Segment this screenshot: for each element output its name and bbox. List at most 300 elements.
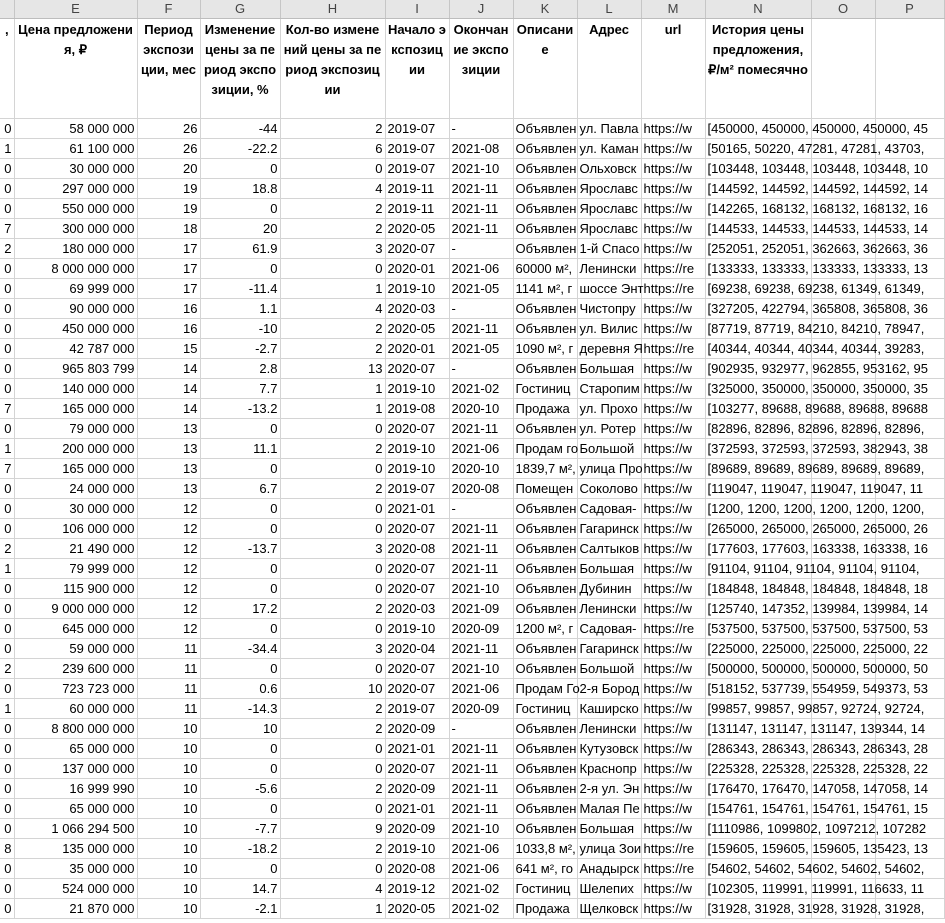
header-cell[interactable]: Период экспозиции, мес [137,19,200,119]
cell[interactable]: ул. Вилис [577,319,641,339]
cell[interactable]: 9 [280,819,385,839]
cell[interactable]: Объявлен [513,559,577,579]
cell[interactable]: [50165, 50220, 47281, 47281, 43703, [705,139,811,159]
column-header[interactable]: M [641,0,705,19]
cell[interactable]: 1200 м², г [513,619,577,639]
cell[interactable]: 2019-07 [385,139,449,159]
cell[interactable]: https://w [641,539,705,559]
cell[interactable]: -7.7 [200,819,280,839]
cell[interactable]: 2 [0,659,14,679]
cell[interactable]: https://w [641,639,705,659]
cell[interactable]: 2020-07 [385,679,449,699]
cell[interactable]: Садовая- [577,499,641,519]
cell[interactable]: 24 000 000 [14,479,137,499]
cell[interactable]: 2021-06 [449,839,513,859]
cell[interactable]: Дубинин [577,579,641,599]
cell[interactable]: Соколово [577,479,641,499]
cell[interactable]: -44 [200,119,280,139]
cell[interactable]: [142265, 168132, 168132, 168132, 16 [705,199,811,219]
cell[interactable]: Большой [577,659,641,679]
column-header[interactable]: N [705,0,811,19]
cell[interactable]: -10 [200,319,280,339]
cell[interactable]: 2020-10 [449,459,513,479]
cell[interactable]: [133333, 133333, 133333, 133333, 13 [705,259,811,279]
cell[interactable]: 65 000 000 [14,739,137,759]
cell[interactable]: 723 723 000 [14,679,137,699]
cell[interactable]: 0 [200,419,280,439]
cell[interactable]: 21 870 000 [14,899,137,919]
cell[interactable]: 0 [280,859,385,879]
cell[interactable]: Малая Пе [577,799,641,819]
cell[interactable]: 0 [0,739,14,759]
cell[interactable]: 12 [137,619,200,639]
cell[interactable]: Шелепих [577,879,641,899]
cell[interactable]: [225000, 225000, 225000, 225000, 22 [705,639,811,659]
cell[interactable]: 1 [280,279,385,299]
cell[interactable]: 2021-11 [449,639,513,659]
cell[interactable]: [119047, 119047, 119047, 119047, 11 [705,479,811,499]
column-header[interactable]: P [875,0,944,19]
cell[interactable]: 2020-01 [385,339,449,359]
cell[interactable]: Ярославс [577,179,641,199]
column-header[interactable]: H [280,0,385,19]
cell[interactable]: 0 [280,159,385,179]
cell[interactable]: 0 [200,739,280,759]
cell[interactable]: 200 000 000 [14,439,137,459]
cell[interactable]: 1 066 294 500 [14,819,137,839]
cell[interactable]: 0 [280,559,385,579]
cell[interactable]: Ленински [577,599,641,619]
cell[interactable]: -2.1 [200,899,280,919]
cell[interactable]: - [449,359,513,379]
header-cell[interactable]: , [0,19,14,119]
cell[interactable]: 0 [0,379,14,399]
cell[interactable]: 17 [137,259,200,279]
cell[interactable]: https://re [641,859,705,879]
cell[interactable]: 0 [0,259,14,279]
cell[interactable]: 58 000 000 [14,119,137,139]
cell[interactable]: 10 [137,899,200,919]
header-cell[interactable]: Начало экспозиции [385,19,449,119]
cell[interactable]: 0 [0,799,14,819]
cell[interactable]: 2020-05 [385,319,449,339]
cell[interactable]: https://w [641,479,705,499]
cell[interactable]: [1200, 1200, 1200, 1200, 1200, 1200, [705,499,811,519]
cell[interactable]: 7 [0,459,14,479]
cell[interactable]: 13 [137,479,200,499]
cell[interactable]: Объявлен [513,179,577,199]
cell[interactable]: 0 [0,279,14,299]
cell[interactable]: 2 [280,599,385,619]
cell[interactable]: 61.9 [200,239,280,259]
cell[interactable]: https://w [641,399,705,419]
cell[interactable]: Большая [577,359,641,379]
cell[interactable]: 0 [0,479,14,499]
cell[interactable]: [144592, 144592, 144592, 144592, 14 [705,179,811,199]
cell[interactable]: 14 [137,359,200,379]
cell[interactable]: 65 000 000 [14,799,137,819]
cell[interactable]: Объявлен [513,759,577,779]
cell[interactable]: -22.2 [200,139,280,159]
cell[interactable]: 2020-09 [385,719,449,739]
cell[interactable]: 1-й Спасо [577,239,641,259]
cell[interactable]: 2020-08 [385,859,449,879]
cell[interactable]: 2 [280,339,385,359]
cell[interactable]: 2 [280,779,385,799]
cell[interactable]: 10 [137,759,200,779]
cell[interactable]: [325000, 350000, 350000, 350000, 35 [705,379,811,399]
cell[interactable]: 14 [137,379,200,399]
cell[interactable]: Щелковск [577,899,641,919]
cell[interactable]: 2020-09 [449,619,513,639]
cell[interactable]: 0 [0,119,14,139]
column-header[interactable]: K [513,0,577,19]
cell[interactable]: Ленински [577,259,641,279]
column-header[interactable]: F [137,0,200,19]
cell[interactable]: 26 [137,139,200,159]
header-cell[interactable]: История цены предложения, ₽/м² помесячно [705,19,811,119]
cell[interactable]: -2.7 [200,339,280,359]
cell[interactable]: 10 [137,839,200,859]
cell[interactable]: https://w [641,419,705,439]
cell[interactable]: 0 [0,359,14,379]
header-cell[interactable]: Окончание экспозиции [449,19,513,119]
cell[interactable]: Объявлен [513,419,577,439]
cell[interactable]: 239 600 000 [14,659,137,679]
cell[interactable]: [31928, 31928, 31928, 31928, 31928, [705,899,811,919]
header-cell[interactable]: Кол-во изменений цены за период экспозиции [280,19,385,119]
cell[interactable]: 16 [137,299,200,319]
cell[interactable]: [103448, 103448, 103448, 103448, 10 [705,159,811,179]
cell[interactable]: 2019-10 [385,379,449,399]
cell[interactable]: 1 [280,899,385,919]
cell[interactable]: 10 [137,819,200,839]
cell[interactable]: - [449,299,513,319]
cell[interactable]: 0 [200,659,280,679]
cell[interactable]: Кутузовск [577,739,641,759]
cell[interactable]: деревня Я [577,339,641,359]
cell[interactable]: Продажа [513,899,577,919]
cell[interactable]: https://w [641,119,705,139]
cell[interactable]: 2020-07 [385,239,449,259]
cell[interactable]: Объявлен [513,599,577,619]
cell[interactable]: [252051, 252051, 362663, 362663, 36 [705,239,811,259]
cell[interactable]: 11.1 [200,439,280,459]
cell[interactable]: 2020-03 [385,599,449,619]
cell[interactable]: 0.6 [200,679,280,699]
cell[interactable]: 2.8 [200,359,280,379]
cell[interactable]: 2020-03 [385,299,449,319]
cell[interactable]: [54602, 54602, 54602, 54602, 54602, [705,859,811,879]
cell[interactable]: 6 [280,139,385,159]
cell[interactable]: Объявлен [513,539,577,559]
cell[interactable]: 2020-10 [449,399,513,419]
cell[interactable]: https://re [641,339,705,359]
cell[interactable]: 2021-10 [449,819,513,839]
cell[interactable]: 0 [0,899,14,919]
cell[interactable]: 2020-09 [385,819,449,839]
cell[interactable]: Объявлен [513,639,577,659]
cell[interactable]: 12 [137,599,200,619]
cell[interactable]: [902935, 932977, 962855, 953162, 95 [705,359,811,379]
cell[interactable]: 0 [0,759,14,779]
cell[interactable]: https://re [641,279,705,299]
cell[interactable]: 3 [280,639,385,659]
cell[interactable]: 0 [280,659,385,679]
cell[interactable]: Гагаринск [577,639,641,659]
cell[interactable]: 0 [0,779,14,799]
cell[interactable]: 2021-11 [449,519,513,539]
cell[interactable]: 2020-04 [385,639,449,659]
cell[interactable]: 0 [200,459,280,479]
cell[interactable]: 2021-10 [449,659,513,679]
cell[interactable]: Гостиниц [513,379,577,399]
cell[interactable]: https://w [641,799,705,819]
cell[interactable]: 1839,7 м², [513,459,577,479]
cell[interactable]: [125740, 147352, 139984, 139984, 14 [705,599,811,619]
cell[interactable]: https://w [641,159,705,179]
cell[interactable]: 3 [280,539,385,559]
header-cell[interactable]: Описание [513,19,577,119]
cell[interactable]: [1110986, 1099802, 1097212, 107282 [705,819,811,839]
header-cell[interactable] [811,19,875,119]
cell[interactable]: [40344, 40344, 40344, 40344, 39283, [705,339,811,359]
cell[interactable]: Садовая- [577,619,641,639]
cell[interactable]: 2019-07 [385,119,449,139]
cell[interactable]: 2 [280,479,385,499]
cell[interactable]: 2020-09 [449,699,513,719]
cell[interactable]: 0 [280,619,385,639]
cell[interactable]: [372593, 372593, 372593, 382943, 38 [705,439,811,459]
cell[interactable]: Большой [577,439,641,459]
cell[interactable]: 2 [280,439,385,459]
cell[interactable]: 2 [280,199,385,219]
cell[interactable]: 2021-10 [449,579,513,599]
cell[interactable]: [131147, 131147, 131147, 139344, 14 [705,719,811,739]
cell[interactable]: Объявлен [513,579,577,599]
cell[interactable]: - [449,119,513,139]
cell[interactable]: [144533, 144533, 144533, 144533, 14 [705,219,811,239]
cell[interactable]: Объявлен [513,819,577,839]
cell[interactable]: 0 [200,499,280,519]
cell[interactable]: Объявлен [513,499,577,519]
cell[interactable]: 11 [137,659,200,679]
cell[interactable]: 2021-11 [449,539,513,559]
cell[interactable]: 0 [200,199,280,219]
cell[interactable]: 59 000 000 [14,639,137,659]
cell[interactable]: 2019-11 [385,199,449,219]
cell[interactable]: 645 000 000 [14,619,137,639]
cell[interactable]: 10 [137,739,200,759]
cell[interactable]: 6.7 [200,479,280,499]
column-header[interactable] [0,0,14,19]
cell[interactable]: ул. Прохо [577,399,641,419]
cell[interactable]: 0 [0,159,14,179]
cell[interactable]: 140 000 000 [14,379,137,399]
cell[interactable]: -14.3 [200,699,280,719]
cell[interactable]: 19 [137,179,200,199]
cell[interactable]: 0 [200,159,280,179]
cell[interactable]: 0 [200,619,280,639]
cell[interactable]: [82896, 82896, 82896, 82896, 82896, [705,419,811,439]
cell[interactable]: 12 [137,519,200,539]
cell[interactable]: 0 [0,599,14,619]
cell[interactable]: Объявлен [513,239,577,259]
cell[interactable]: 2-я Бород [577,679,641,699]
cell[interactable]: 1.1 [200,299,280,319]
cell[interactable]: 15 [137,339,200,359]
cell[interactable]: 26 [137,119,200,139]
cell[interactable]: шоссе Энт [577,279,641,299]
cell[interactable]: - [449,499,513,519]
cell[interactable]: улица Про [577,459,641,479]
cell[interactable]: 30 000 000 [14,499,137,519]
cell[interactable]: [265000, 265000, 265000, 265000, 26 [705,519,811,539]
cell[interactable]: Краснопр [577,759,641,779]
cell[interactable]: [500000, 500000, 500000, 500000, 50 [705,659,811,679]
cell[interactable]: 0 [0,579,14,599]
cell[interactable]: Гостиниц [513,699,577,719]
cell[interactable]: https://w [641,499,705,519]
cell[interactable]: https://w [641,219,705,239]
cell[interactable]: 1 [0,439,14,459]
cell[interactable]: 17 [137,279,200,299]
cell[interactable]: 13 [137,459,200,479]
column-header[interactable]: J [449,0,513,19]
cell[interactable]: 297 000 000 [14,179,137,199]
cell[interactable]: 10 [137,719,200,739]
cell[interactable]: https://w [641,139,705,159]
header-cell[interactable]: url [641,19,705,119]
cell[interactable]: 2019-07 [385,159,449,179]
column-header[interactable]: L [577,0,641,19]
cell[interactable]: 30 000 000 [14,159,137,179]
cell[interactable]: 550 000 000 [14,199,137,219]
cell[interactable]: 2 [280,119,385,139]
cell[interactable]: 0 [200,859,280,879]
cell[interactable]: 19 [137,199,200,219]
cell[interactable]: https://w [641,719,705,739]
cell[interactable]: 9 000 000 000 [14,599,137,619]
cell[interactable]: 2 [0,239,14,259]
cell[interactable]: 7 [0,399,14,419]
cell[interactable]: 0 [280,519,385,539]
cell[interactable]: https://w [641,779,705,799]
cell[interactable]: 0 [200,259,280,279]
cell[interactable]: 21 490 000 [14,539,137,559]
cell[interactable]: 965 803 799 [14,359,137,379]
cell[interactable]: 17.2 [200,599,280,619]
cell[interactable]: 2019-10 [385,279,449,299]
cell[interactable]: 2021-09 [449,599,513,619]
header-cell[interactable]: Цена предложения, ₽ [14,19,137,119]
cell[interactable]: Объявлен [513,519,577,539]
cell[interactable]: Ярославс [577,199,641,219]
cell[interactable]: 2021-10 [449,159,513,179]
cell[interactable]: 12 [137,579,200,599]
cell[interactable]: [184848, 184848, 184848, 184848, 18 [705,579,811,599]
cell[interactable]: 2019-10 [385,839,449,859]
cell[interactable]: 0 [0,859,14,879]
cell[interactable]: https://w [641,899,705,919]
cell[interactable]: 1 [0,139,14,159]
cell[interactable]: 2020-08 [385,539,449,559]
cell[interactable]: [176470, 176470, 147058, 147058, 14 [705,779,811,799]
cell[interactable]: Продам го [513,439,577,459]
cell[interactable]: 0 [0,339,14,359]
cell[interactable]: -11.4 [200,279,280,299]
cell[interactable]: 300 000 000 [14,219,137,239]
cell[interactable]: 2020-07 [385,759,449,779]
cell[interactable]: 10 [137,879,200,899]
cell[interactable]: 2 [0,539,14,559]
cell[interactable]: Объявлен [513,739,577,759]
cell[interactable]: 2021-05 [449,279,513,299]
cell[interactable]: https://w [641,579,705,599]
cell[interactable]: Помещен [513,479,577,499]
cell[interactable]: Ярославс [577,219,641,239]
column-header[interactable]: O [811,0,875,19]
cell[interactable]: 2021-11 [449,319,513,339]
cell[interactable]: 641 м², го [513,859,577,879]
cell[interactable]: 0 [0,199,14,219]
cell[interactable]: 0 [200,579,280,599]
cell[interactable]: 0 [0,499,14,519]
cell[interactable]: Объявлен [513,799,577,819]
cell[interactable]: Салтыков [577,539,641,559]
cell[interactable]: Большая [577,559,641,579]
cell[interactable]: 2021-11 [449,199,513,219]
cell[interactable]: 0 [280,759,385,779]
cell[interactable]: https://w [641,699,705,719]
cell[interactable]: [327205, 422794, 365808, 365808, 36 [705,299,811,319]
cell[interactable]: 2019-10 [385,459,449,479]
cell[interactable]: ул. Павла [577,119,641,139]
cell[interactable]: https://re [641,839,705,859]
cell[interactable]: 0 [0,819,14,839]
cell[interactable]: [286343, 286343, 286343, 286343, 28 [705,739,811,759]
cell[interactable]: 2021-11 [449,779,513,799]
cell[interactable]: Каширско [577,699,641,719]
cell[interactable]: Объявлен [513,719,577,739]
cell[interactable]: -34.4 [200,639,280,659]
cell[interactable]: 13 [137,419,200,439]
cell[interactable]: 2020-07 [385,359,449,379]
cell[interactable]: Ленински [577,719,641,739]
cell[interactable]: 2021-11 [449,739,513,759]
cell[interactable]: 106 000 000 [14,519,137,539]
cell[interactable]: https://re [641,619,705,639]
cell[interactable]: -13.2 [200,399,280,419]
cell[interactable]: 1 [280,399,385,419]
cell[interactable]: 450 000 000 [14,319,137,339]
cell[interactable]: 11 [137,699,200,719]
column-header[interactable]: E [14,0,137,19]
cell[interactable]: -18.2 [200,839,280,859]
cell[interactable]: 11 [137,679,200,699]
cell[interactable]: 0 [280,499,385,519]
cell[interactable]: 1 [0,559,14,579]
cell[interactable]: Объявлен [513,159,577,179]
cell[interactable]: 2021-11 [449,759,513,779]
cell[interactable]: https://w [641,439,705,459]
cell[interactable]: 2021-11 [449,179,513,199]
header-cell[interactable]: Адрес [577,19,641,119]
cell[interactable]: 2021-02 [449,899,513,919]
cell[interactable]: 2020-07 [385,559,449,579]
cell[interactable]: 0 [0,719,14,739]
cell[interactable]: 524 000 000 [14,879,137,899]
